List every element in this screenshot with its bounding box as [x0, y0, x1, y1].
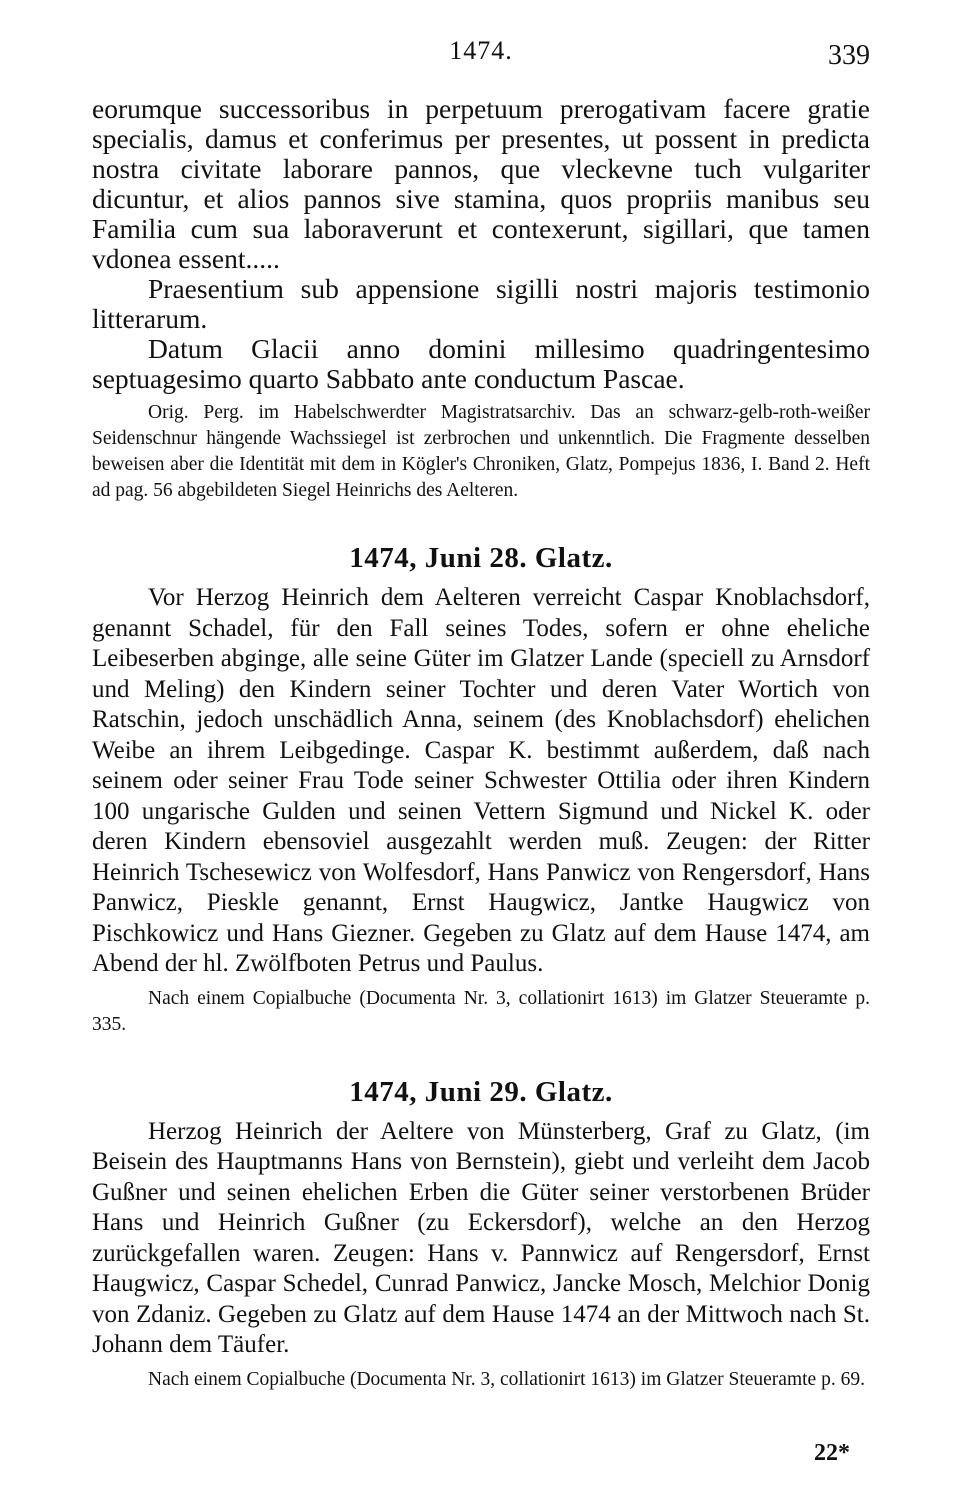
printer-signature: 22* [814, 1440, 850, 1466]
charter-text: eorumque successoribus in perpetuum prerogativam facere gratie specialis, damus et conferimus per presentes, ut possent in predicta nostra civitate laborare pannos, que vleckevne tuch vulgariter dicuntur, et alios pannos sive stamina, quos propriis manibus seu Familia cum sua laboraverunt et contexerunt, sigillari, que tamen vdonea essent..... [92, 93, 870, 274]
source-note: Orig. Perg. im Habelschwerdter Magistratsarchiv. Das an schwarz-gelb-roth-weißer Seidenschnur hängende Wachssiegel ist zerbrochen und unkenntlich. Die Fragmente desselben beweisen aber die Identität mit dem in Kögler's Chroniken, Glatz, Pompejus 1836, I. Band 2. Heft ad pag. 56 abgebildeten Siegel Heinrichs des Aelteren. [92, 402, 870, 501]
charter-sealing-clause: Praesentium sub appensione sigilli nostri majoris testimonio litterarum. [92, 273, 870, 334]
page-header [92, 36, 870, 76]
entry-1474-06-28 [92, 542, 870, 1038]
charter-dating-clause: Datum Glacii anno domini millesimo quadringentesimo septuagesimo quarto Sabbato ante conductum Pascae. [92, 333, 870, 394]
regest-text: Herzog Heinrich der Aeltere von Münsterberg, Graf zu Glatz, (im Beisein des Hauptmanns Hans von Bernstein), giebt und verleiht dem Jacob Gußner und seinen ehelichen Erben die Güter seiner verstorbenen Brüder Hans und Heinrich Gußner (zu Eckersdorf), welche an den Herzog zurückgefallen waren. Zeugen: Hans v. Pannwicz auf Rengersdorf, Ernst Haugwicz, Caspar Schedel, Cunrad Panwicz, Jancke Mosch, Melchior Donig von Zdaniz. Gegeben zu Glatz auf dem Hause 1474 an der Mittwoch nach St. Johann dem Täufer. [92, 1117, 870, 1358]
running-head: 1474. [449, 36, 513, 65]
page-body [92, 94, 870, 1393]
source-note: Nach einem Copialbuche (Documenta Nr. 3, collationirt 1613) im Glatzer Steueramte p. 335. [92, 987, 870, 1035]
page-number: 339 [828, 40, 870, 71]
entry-heading: 1474, Juni 28. Glatz. [349, 542, 613, 574]
entry-heading: 1474, Juni 29. Glatz. [349, 1075, 613, 1108]
entry-1474-06-29 [92, 1076, 870, 1393]
entry-charter-continuation [92, 94, 870, 504]
source-note: Nach einem Copialbuche (Documenta Nr. 3, collationirt 1613) im Glatzer Steueramte p. 69. [148, 1368, 865, 1390]
regest-text: Vor Herzog Heinrich dem Aelteren verreicht Caspar Knoblachsdorf, genannt Schadel, für den Fall seines Todes, sofern er ohne eheliche Leibeserben abginge, alle seine Güter im Glatzer Lande (speciell zu Arnsdorf und Meling) den Kindern seiner Tochter und deren Vater Wortich von Ratschin, jedoch unschädlich Anna, seinem (des Knoblachsdorf) ehelichen Weibe an ihrem Leibgedinge. Caspar K. bestimmt außerdem, daß nach seinem oder seiner Frau Tode seiner Schwester Ottilia oder ihren Kindern 100 ungarische Gulden und seinen Vettern Sigmund und Nickel K. oder deren Kindern ebensoviel ausgezahlt werden muß. Zeugen: der Ritter Heinrich Tschesewicz von Wolfesdorf, Hans Panwicz von Rengersdorf, Hans Panwicz, Pieskle genannt, Ernst Haugwicz, Jantke Haugwicz von Pischkowicz und Hans Giezner. Gegeben zu Glatz auf dem Hause 1474, am Abend der hl. Zwölfboten Petrus und Paulus. [92, 584, 870, 977]
